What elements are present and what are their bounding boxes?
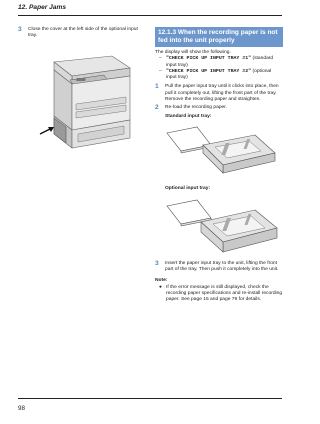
intro-text: The display will show the following. xyxy=(155,50,231,55)
standard-tray-illustration xyxy=(163,123,281,179)
optional-tray-label: Optional input tray: xyxy=(165,186,211,192)
section-title: 12.1.3 When the recording paper is not fed into the unit properly xyxy=(155,27,283,47)
error-code: "CHECK PICK UP INPUT TRAY #2" xyxy=(166,68,252,74)
header-divider xyxy=(18,15,282,16)
page-number: 98 xyxy=(18,405,25,412)
standard-tray-label: Standard input tray: xyxy=(165,113,212,119)
step-1 xyxy=(155,84,283,103)
printer-illustration xyxy=(32,48,142,158)
error-description: (optional input tray) xyxy=(166,68,272,81)
step-number: 3 xyxy=(18,26,22,33)
error-description: (standard input tray) xyxy=(166,56,274,68)
left-column xyxy=(18,27,146,161)
step-text: Pull the paper input tray until it clicks into place, then pull it completely out, lifting the front part of the tray. Remove the recording paper and straighten. xyxy=(165,84,279,103)
dash-marker: – xyxy=(159,56,162,62)
step-number: 1 xyxy=(155,83,159,91)
bullet-icon: ● xyxy=(159,284,162,290)
error-message-item xyxy=(159,69,283,82)
step-text: Re-load the recording paper. xyxy=(165,105,227,111)
step-3-close-cover xyxy=(18,27,146,40)
error-code: "CHECK PICK UP INPUT TRAY #1" xyxy=(166,56,252,62)
note-text: If the error message is still displayed, check the recording paper specifications and re-install recording paper. See page 15 and page 79 for details. xyxy=(166,284,283,303)
note-item xyxy=(159,285,283,304)
step-text: Close the cover at the left side of the optional input tray. xyxy=(28,27,138,39)
optional-tray-illustration xyxy=(163,196,281,254)
right-column xyxy=(155,27,283,304)
page-header: 12. Paper Jams xyxy=(18,4,67,11)
error-message-item xyxy=(159,56,283,69)
step-number: 2 xyxy=(155,104,159,112)
step-3 xyxy=(155,261,283,274)
dash-marker: – xyxy=(159,68,162,74)
step-2 xyxy=(155,105,283,111)
step-text: Insert the paper input tray to the unit, lifting the front part of the tray. Then push it completely into the unit. xyxy=(165,260,279,273)
note-label: Note: xyxy=(155,278,168,284)
footer-divider xyxy=(18,398,282,399)
step-number: 3 xyxy=(155,259,159,267)
